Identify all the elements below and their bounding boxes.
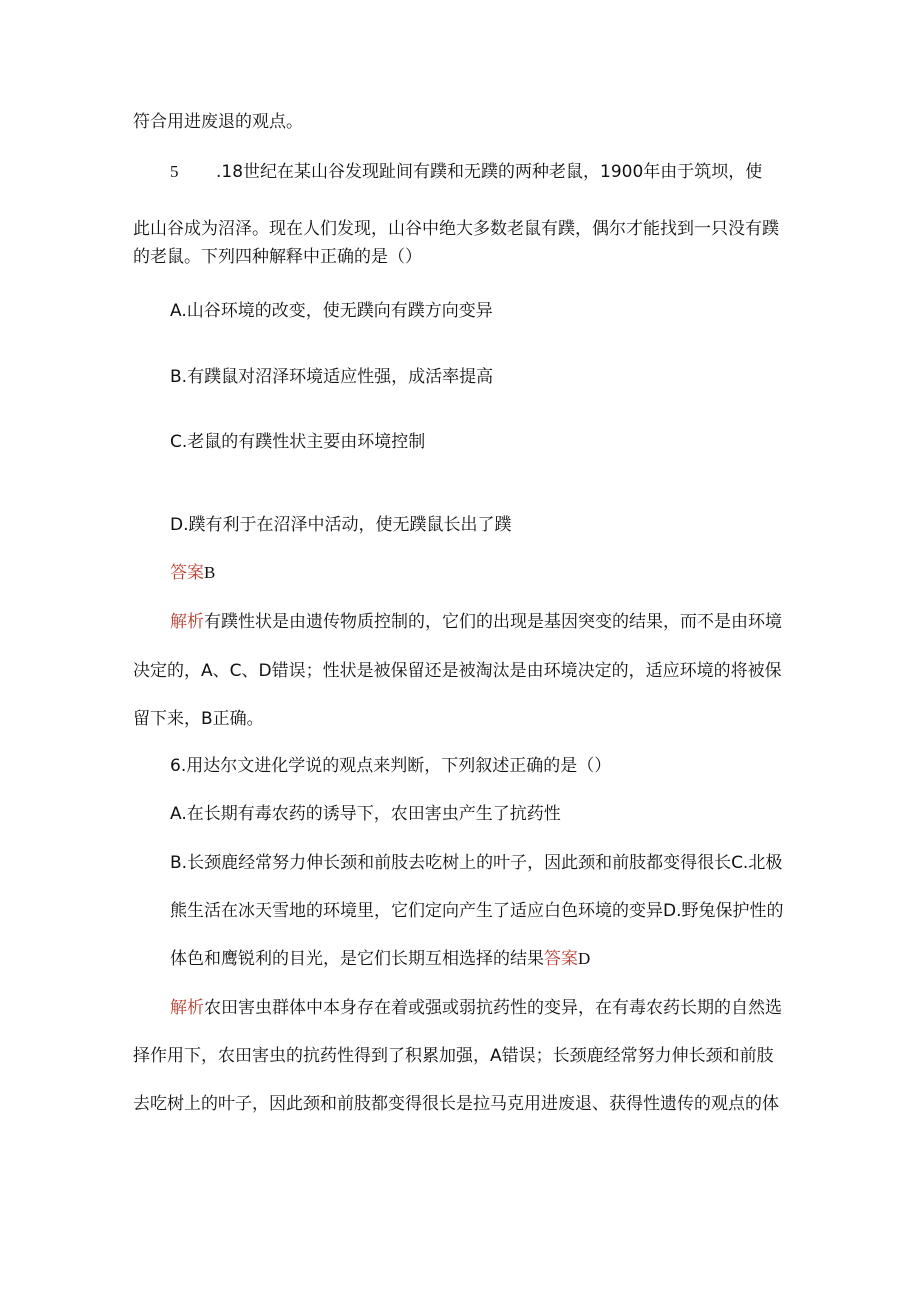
question-6-stem [170,754,611,778]
analysis-text: 去吃树上的叶子，因此颈和前肢都变得很长是拉马克用进废退、获得性遗传的观点的体 [133,1094,779,1114]
question-6-analysis-line-1 [170,996,782,1020]
option-text: B.长颈鹿经常努力伸长颈和前肢去吃树上的叶子，因此颈和前肢都变得很长C.北极 [170,853,783,873]
question-6-analysis-line-3 [133,1092,779,1116]
analysis-text: 有蹼性状是由遗传物质控制的，它们的出现是基因突变的结果，而不是由环境 [204,612,782,632]
option-text: B.有蹼鼠对沼泽环境适应性强，成活率提高 [170,367,494,387]
question-5-option-d [170,513,512,537]
previous-answer-text: 符合用进废退的观点。 [133,112,303,132]
analysis-label: 解析 [170,998,204,1018]
question-stem-text: 6.用达尔文进化学说的观点来判断，下列叙述正确的是（） [170,756,612,776]
analysis-text: 择作用下，农田害虫的抗药性得到了积累加强，A错误；长颈鹿经常努力伸长颈和前肢 [133,1046,774,1066]
question-6-option-a [170,802,561,826]
question-5-analysis-line-1 [170,610,782,634]
question-5-option-b [170,365,493,389]
analysis-text: 留下来，B正确。 [133,709,264,729]
question-5-stem-line-3 [133,245,422,269]
question-5-stem-line-1 [216,160,762,184]
option-text: A.在长期有毒农药的诱导下，农田害虫产生了抗药性 [170,804,561,824]
question-stem-text: 的老鼠。下列四种解释中正确的是（） [133,247,422,267]
answer-label: 答案 [544,949,578,969]
question-6-analysis-line-2 [133,1044,774,1068]
answer-label: 答案 [170,563,204,583]
option-text: 体色和鹰锐利的目光，是它们长期互相选择的结果 [170,949,544,969]
previous-answer-tail [133,110,303,134]
question-5-option-c [170,430,425,454]
question-6-options-line-3 [170,947,590,971]
question-5-analysis-line-3 [133,707,264,731]
question-5-analysis-line-2 [133,659,782,683]
question-number: 5 [170,162,179,181]
question-5-answer [170,561,215,585]
option-text: 熊生活在冰天雪地的环境里，它们定向产生了适应白色环境的变异D.野兔保护性的 [170,901,784,921]
question-5-number [170,160,179,184]
analysis-label: 解析 [170,612,204,632]
question-6-options-line-2 [170,899,784,923]
option-text: A.山谷环境的改变，使无蹼向有蹼方向变异 [170,301,493,321]
question-5-option-a [170,299,493,323]
question-stem-text: 此山谷成为沼泽。现在人们发现，山谷中绝大多数老鼠有蹼，偶尔才能找到一只没有蹼 [133,219,779,239]
question-5-stem-line-2 [133,217,779,241]
analysis-text: 决定的，A、C、D错误；性状是被保留还是被淘汰是由环境决定的，适应环境的将被保 [133,661,782,681]
question-stem-text: .18世纪在某山谷发现趾间有蹼和无蹼的两种老鼠，1900年由于筑坝，使 [216,162,763,182]
question-6-options-line-1 [170,851,782,875]
option-text: D.蹼有利于在沼泽中活动，使无蹼鼠长出了蹼 [170,515,512,535]
answer-value: B [204,563,216,582]
option-text: C.老鼠的有蹼性状主要由环境控制 [170,432,426,452]
answer-value: D [578,949,591,968]
analysis-text: 农田害虫群体中本身存在着或强或弱抗药性的变异，在有毒农药长期的自然选 [204,998,782,1018]
